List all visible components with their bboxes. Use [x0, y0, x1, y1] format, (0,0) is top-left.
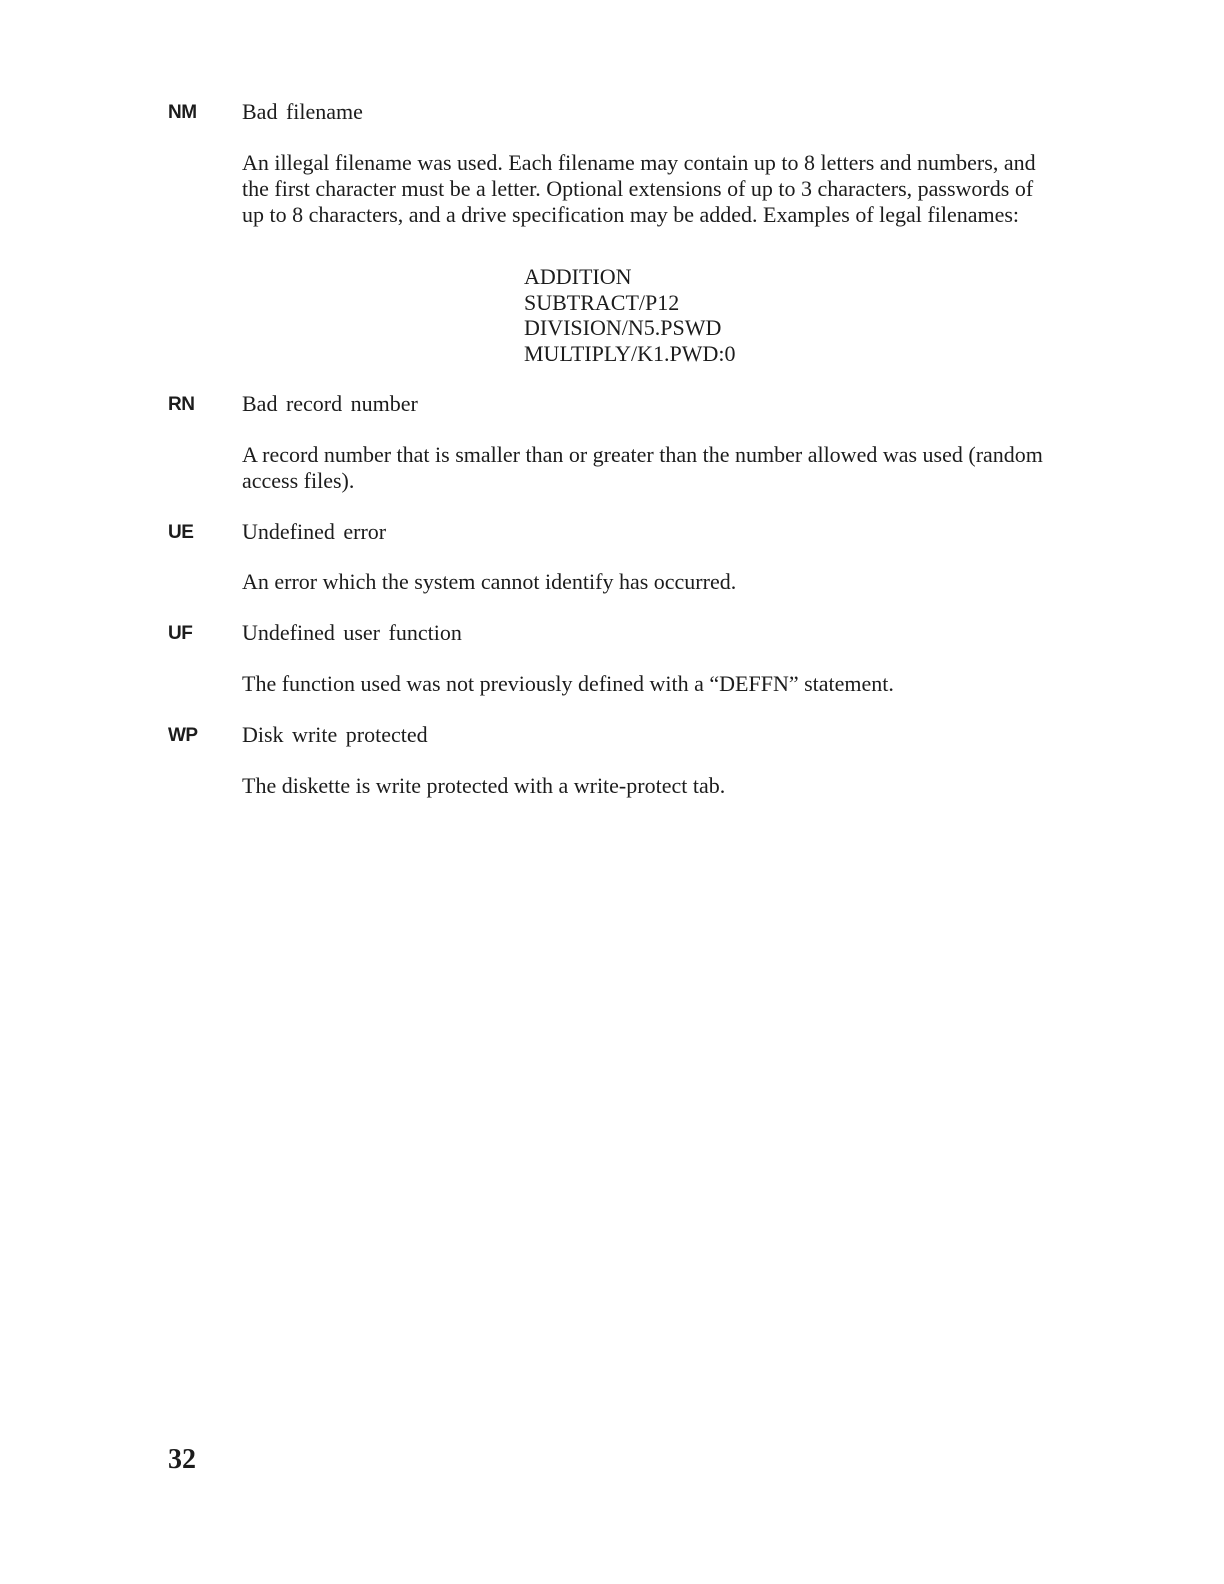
- error-description-nm: An illegal filename was used. Each filename may contain up to 8 letters and numbers, and the first character must be a letter. Optional extensions of up to 3 characters, passwords of up to 8 characters, and a drive specification may be added. Examples of legal filenames:: [242, 150, 1036, 227]
- error-code-wp: WP: [168, 725, 198, 746]
- filename-example: ADDITION: [524, 264, 632, 289]
- error-description-ue: An error which the system cannot identify has occurred.: [242, 569, 737, 594]
- error-title-ue: Undefined error: [242, 519, 387, 544]
- error-title-rn: Bad record number: [242, 391, 418, 416]
- error-title-nm: Bad filename: [242, 99, 363, 124]
- filename-examples: [524, 264, 736, 366]
- error-code-rn: RN: [168, 394, 195, 415]
- error-description-wp: The diskette is write protected with a write-protect tab.: [242, 773, 726, 798]
- filename-example: MULTIPLY/K1.PWD:0: [524, 340, 736, 366]
- error-description-uf: The function used was not previously defined with a “DEFFN” statement.: [242, 671, 894, 696]
- error-title-wp: Disk write protected: [242, 722, 428, 747]
- error-title-uf: Undefined user function: [242, 620, 462, 645]
- filename-example: DIVISION/N5.PSWD: [524, 315, 722, 340]
- filename-example: SUBTRACT/P12: [524, 289, 680, 315]
- error-description-rn: A record number that is smaller than or greater than the number allowed was used (random access files).: [242, 442, 1043, 493]
- error-code-ue: UE: [168, 522, 194, 543]
- page-number: 32: [168, 1444, 196, 1475]
- error-code-uf: UF: [168, 623, 193, 644]
- error-code-nm: NM: [168, 102, 197, 123]
